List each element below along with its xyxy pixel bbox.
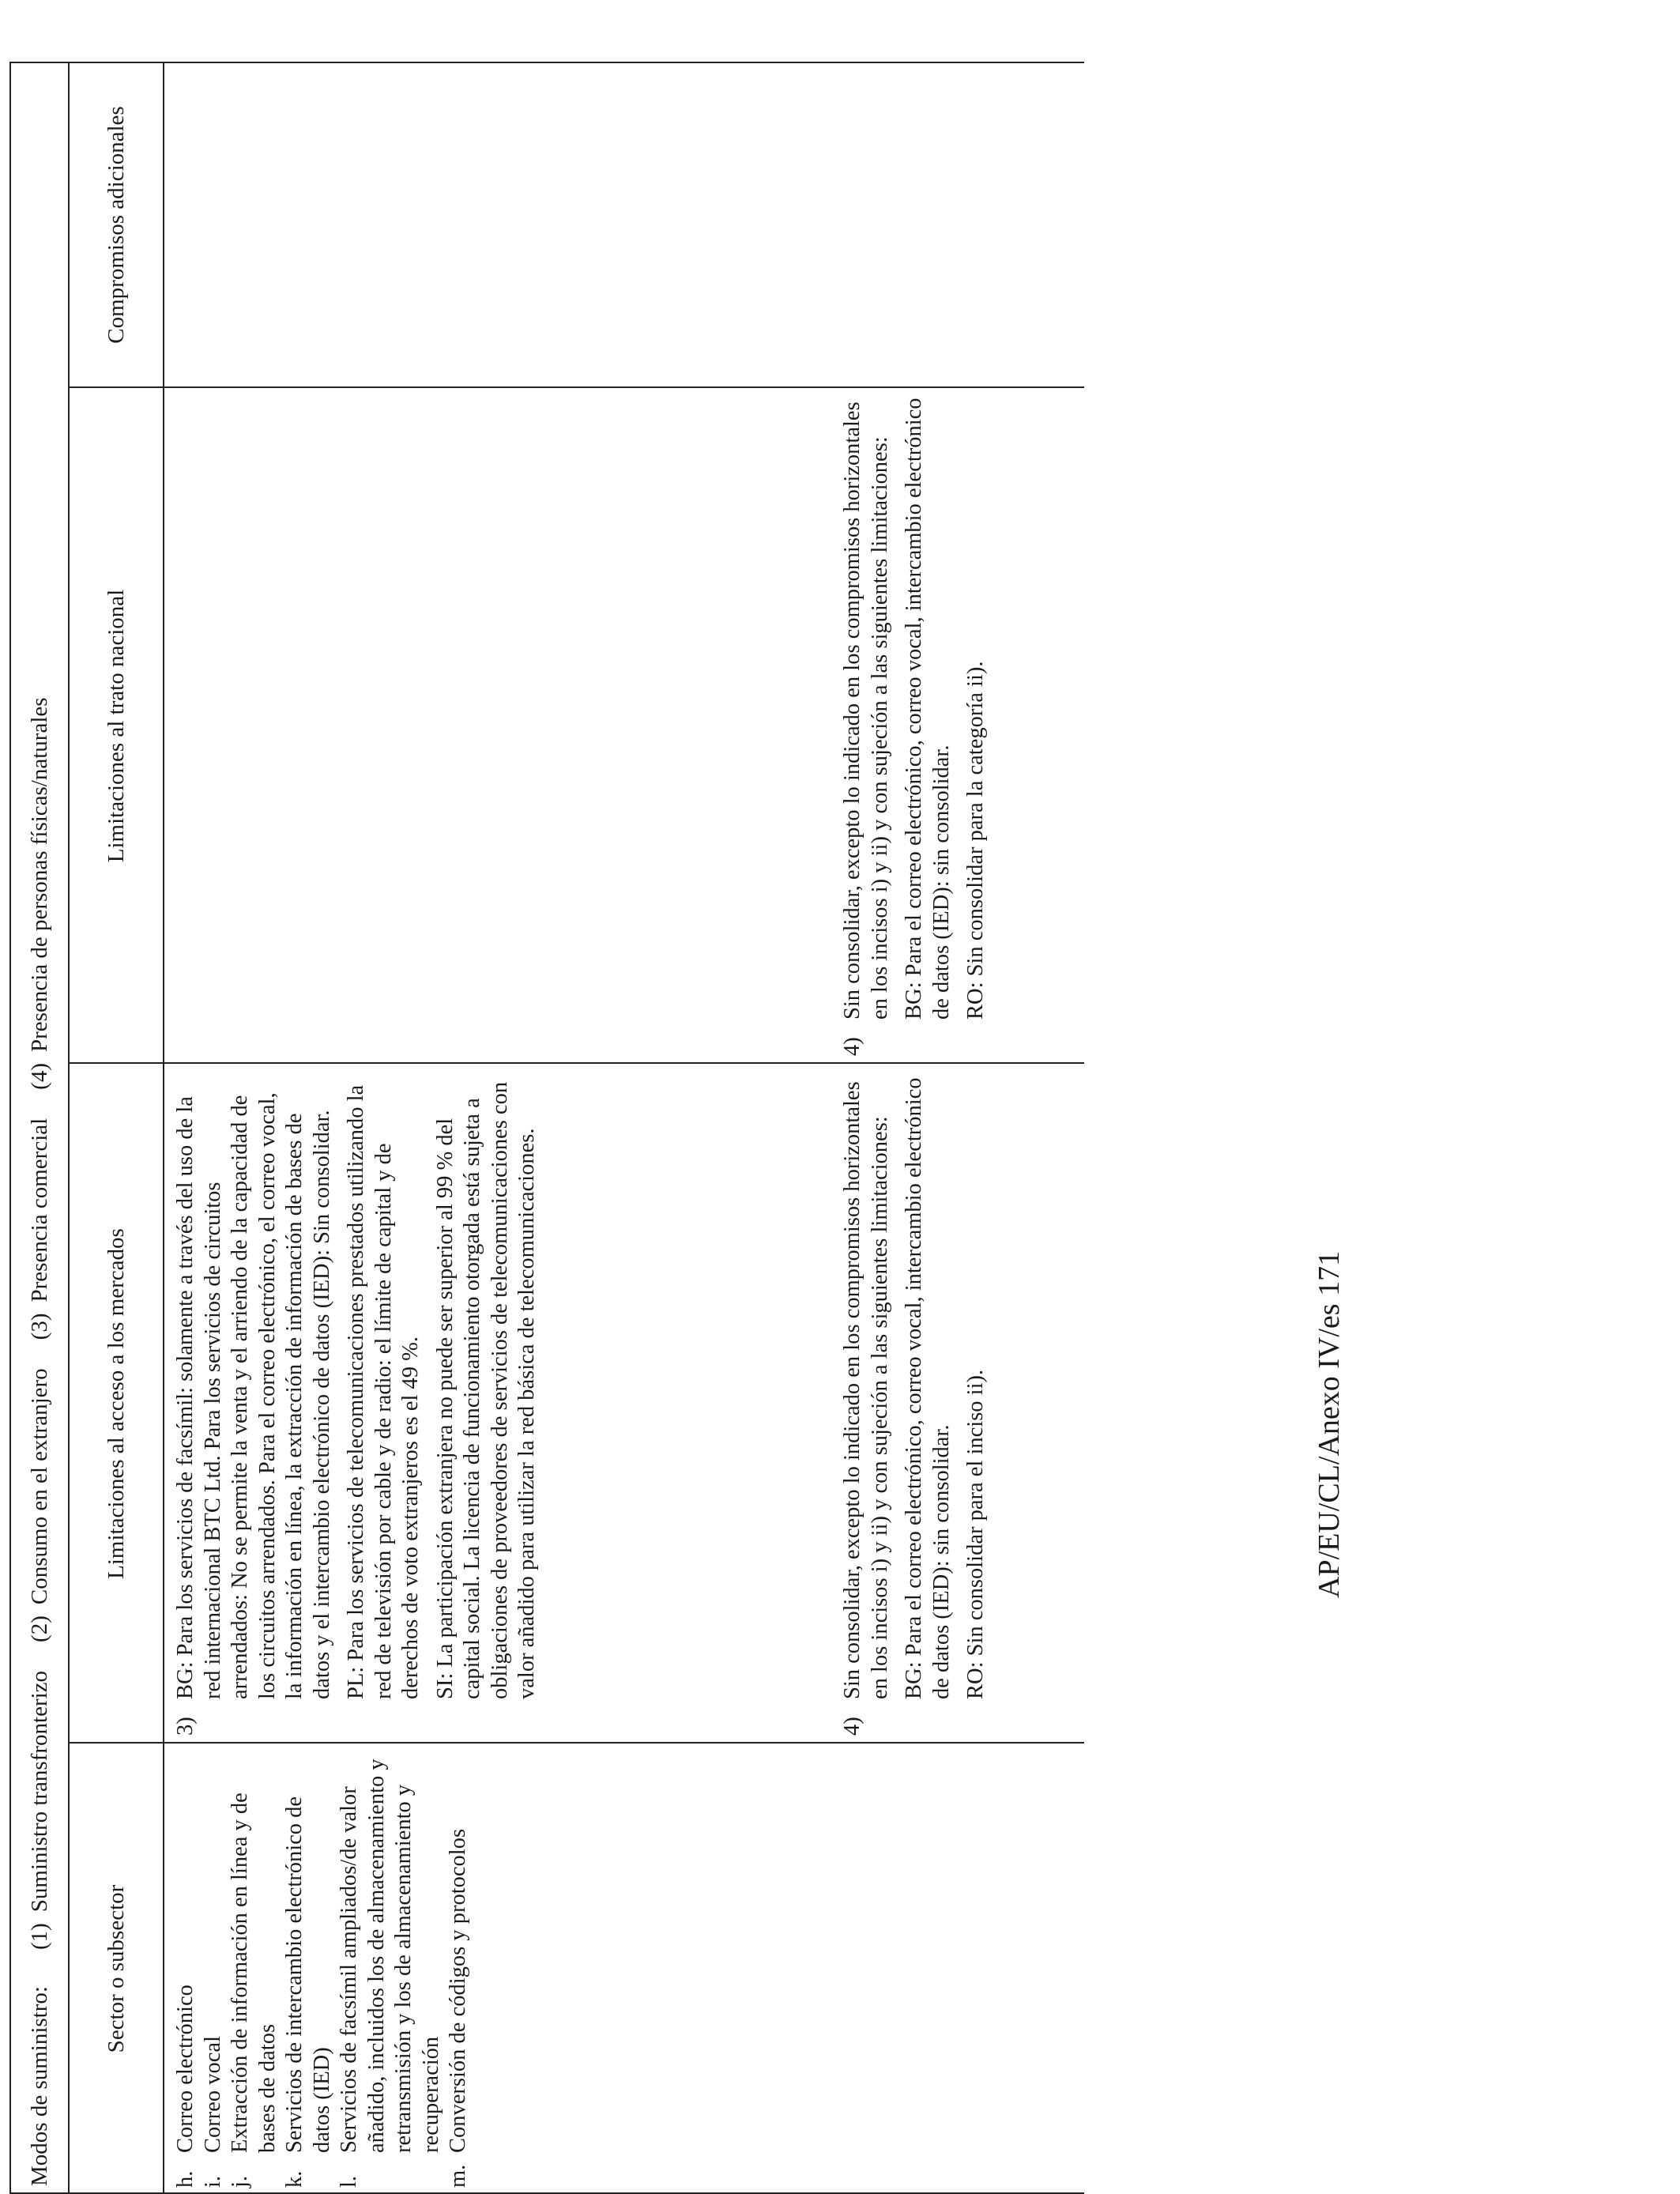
- paragraph: Sin consolidar, excepto lo indicado en los compromisos horizontales en los incisos i) y ii) y con sujeción a las siguientes limitaciones:: [840, 401, 892, 1020]
- divider-national-additional: [70, 386, 1084, 388]
- national-treatment-mode-4: [839, 392, 997, 1056]
- paragraph: PL: Para los servicios de telecomunicaciones prestados utilizando la red de televisión por cable y de radio: el límite de capital y de derechos de voto extranjeros es el 49 %.: [344, 1084, 423, 1699]
- header-divider: [163, 62, 164, 2194]
- paragraph: RO: Sin consolidar para el inciso ii).: [963, 1369, 988, 1699]
- list-item: l. Servicios de facsímil ampliados/de valor añadido, incluidos los de almacenamiento y retransmisión y los de almacenamiento y recuperación: [337, 1759, 443, 2188]
- list-item: k. Servicios de intercambio electrónico de datos (IED): [282, 1796, 334, 2188]
- list-item: j. Extracción de información en línea y de bases de datos: [228, 1793, 280, 2188]
- supply-modes-row: [9, 62, 70, 2194]
- mode-1-name: Suministro transfronterizo: [27, 1670, 52, 1913]
- sector-list: [172, 1749, 473, 2188]
- mode-number: 4): [840, 1717, 864, 1736]
- right-border: [9, 62, 1084, 63]
- divider-market-national: [70, 1062, 1084, 1064]
- header-market-access: Limitaciones al acceso a los mercados: [104, 1228, 129, 1579]
- mode-number: 4): [840, 1037, 864, 1056]
- mode-3-number: (3): [27, 1313, 52, 1340]
- paragraph: BG: Para el correo electrónico, correo vocal, intercambio electrónico de datos (IED): sin consolidar.: [902, 398, 954, 1020]
- rotated-page: [0, 60, 1106, 2194]
- paragraph: BG: Para los servicios de facsímil: solamente a través del uso de la red internacional BTC Ltd. Para los servicios de circuitos arrendados: No se permite la venta y el arriendo de la capacidad de los circuitos arrendados. Para el correo electrónico, el correo vocal, la información en línea, la extracción de información de bases de datos y el intercambio electrónico de datos (IED): Sin consolidar.: [173, 1092, 334, 1699]
- header-additional-commitments: Compromisos adicionales: [104, 106, 129, 344]
- paragraph: BG: Para el correo electrónico, correo vocal, intercambio electrónico de datos (IED): sin consolidar.: [902, 1077, 954, 1699]
- page-footer: AP/EU/CL/Anexo IV/es 171: [1313, 1250, 1346, 1598]
- list-item: m. Conversión de códigos y protocolos: [446, 1828, 470, 2188]
- mode-3-name: Presencia comercial: [27, 1118, 52, 1302]
- mode-4-number: (4): [27, 1062, 52, 1090]
- header-sector: Sector o subsector: [104, 1884, 129, 2053]
- market-access-mode-4: [839, 1072, 997, 1736]
- divider-sector-market: [70, 1742, 1084, 1744]
- market-access-mode-3: [172, 1072, 548, 1736]
- paragraph: Sin consolidar, excepto lo indicado en los compromisos horizontales en los incisos i) y ii) y con sujeción a las siguientes limitaciones:: [840, 1081, 892, 1699]
- mode-number: 3): [173, 1717, 198, 1736]
- modes-label: Modos de suministro:: [27, 1986, 52, 2186]
- paragraph: RO: Sin consolidar para la categoría ii).: [963, 661, 988, 1020]
- header-national-treatment: Limitaciones al trato nacional: [104, 589, 129, 863]
- mode-4-name: Presencia de personas físicas/naturales: [27, 697, 52, 1052]
- mode-2-number: (2): [27, 1615, 52, 1642]
- list-item: i. Correo vocal: [200, 2036, 225, 2188]
- mode-2-name: Consumo en el extranjero: [27, 1368, 52, 1605]
- paragraph: SI: La participación extranjera no puede ser superior al 99 % del capital social. La licencia de funcionamiento otorgada está sujeta a obligaciones de proveedores de servicios de telecomunicaciones con valor añadido para utilizar la red básica de telecomunicaciones.: [432, 1081, 539, 1699]
- mode-1-number: (1): [27, 1923, 52, 1951]
- list-item: h. Correo electrónico: [173, 1985, 198, 2188]
